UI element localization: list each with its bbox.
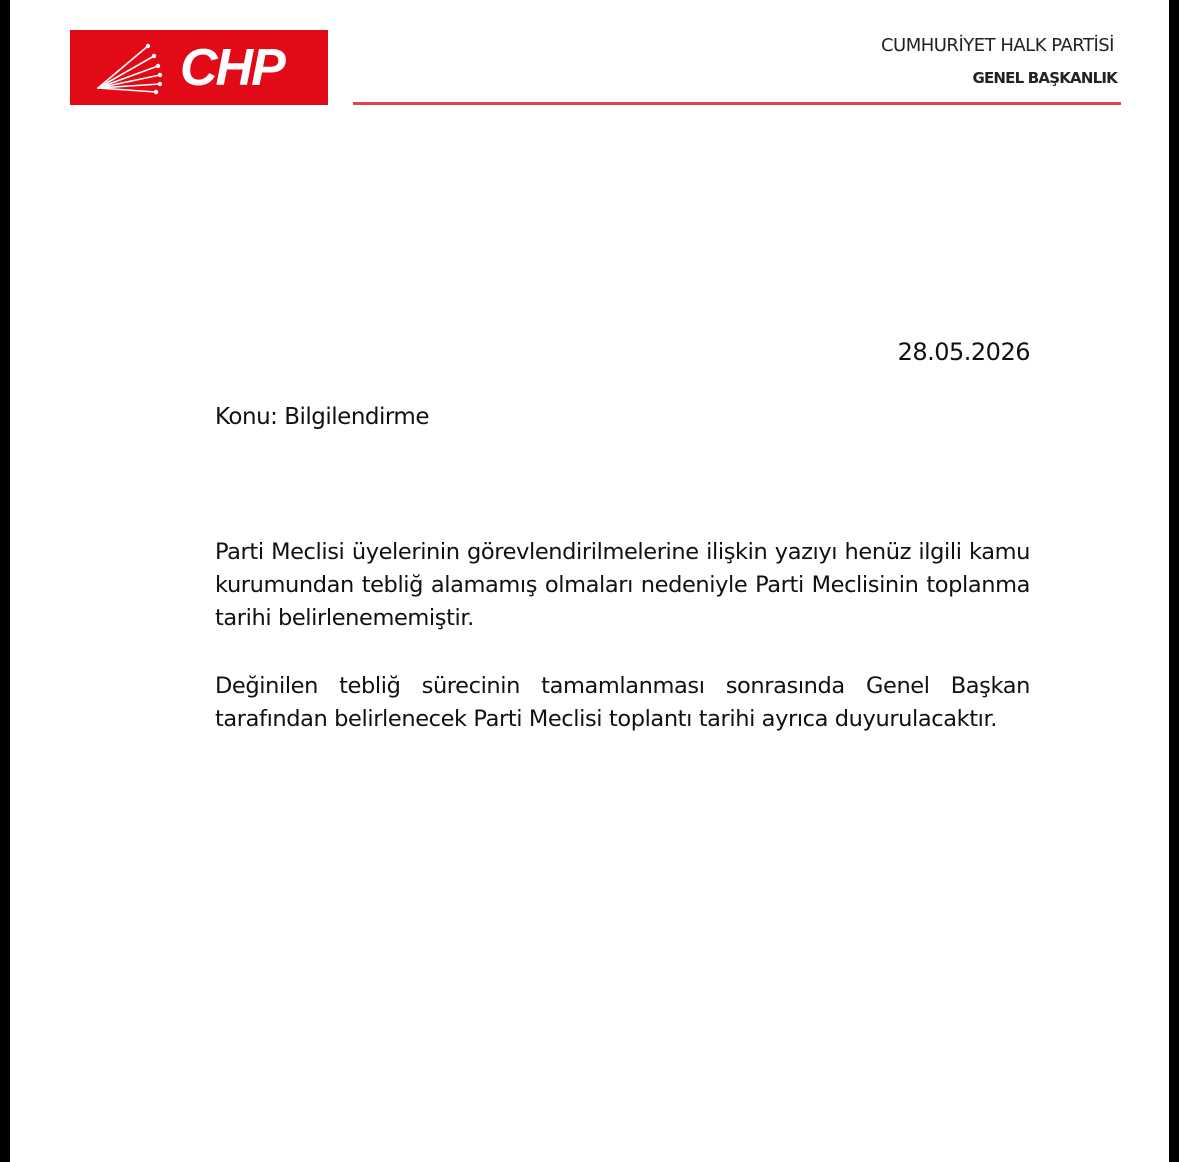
letter-date: 28.05.2026 (897, 338, 1030, 366)
body-paragraph: Değinilen tebliğ sürecinin tamamlanması sonrasında Genel Başkan tarafından belirlenecek Parti Meclisi toplantı tarihi ayrıca duyurulacaktır. (215, 673, 1030, 732)
organization-name: CUMHURİYET HALK PARTİSİ (880, 35, 1114, 56)
header-divider (353, 102, 1121, 105)
chp-logo (70, 30, 328, 105)
letter-subject: Konu: Bilgilendirme (215, 404, 429, 430)
letter-page (10, 0, 1169, 1162)
logo-text: CHP (180, 39, 284, 97)
six-arrows-icon (90, 40, 165, 95)
body-paragraph: Parti Meclisi üyelerinin görevlendirilmelerine ilişkin yazıyı henüz ilgili kamu kurumundan tebliğ alamamış olmaları nedeniyle Parti Meclisinin toplanma tarihi belirlenememiştir. (215, 539, 1030, 631)
department-name: GENEL BAŞKANLIK (972, 69, 1117, 87)
